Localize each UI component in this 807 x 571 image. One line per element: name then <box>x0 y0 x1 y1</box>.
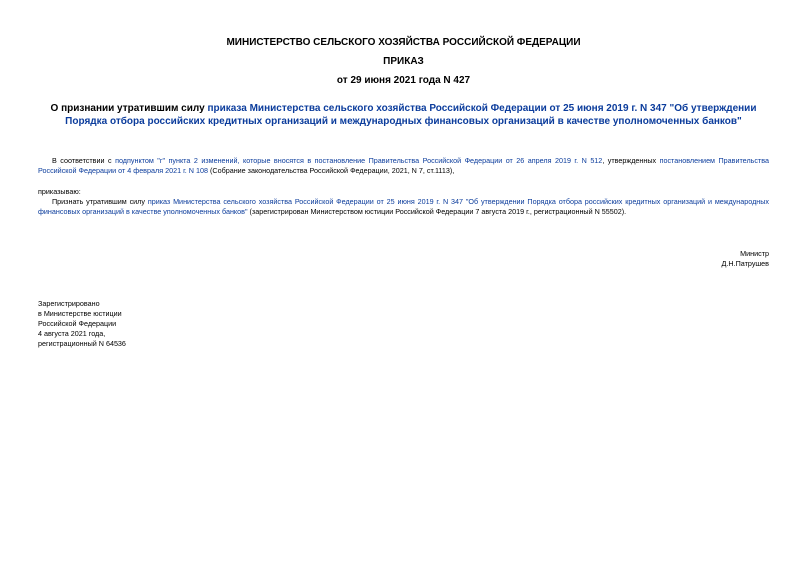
p1-text1: В соответствии с <box>52 156 116 165</box>
p3-text2: (зарегистрирован Министерством юстиции Российской Федерации 7 августа 2019 г., регистрационный N 55502). <box>247 207 627 216</box>
p3-link-order[interactable]: приказ Министерства сельского хозяйства Российской Федерации от 25 июня 2019 г. N 347 "Об утверждении Порядка отбора российских кредитных организаций и международных финансовых организаций в качестве уполномоченных банков" <box>38 197 769 216</box>
p1-text3: (Собрание законодательства Российской Федерации, 2021, N 7, ст.1113), <box>208 166 455 175</box>
paragraph-order-word: приказываю: <box>38 187 81 196</box>
signature-position: Министр <box>740 249 769 258</box>
registration-block <box>38 299 126 349</box>
p1-link-subparagraph[interactable]: подпунктом "г" пункта 2 изменений, которые вносятся в постановление Правительства Российской Федерации от 26 апреля 2019 г. N 512 <box>115 156 603 165</box>
ministry-heading: МИНИСТЕРСТВО СЕЛЬСКОГО ХОЗЯЙСТВА РОССИЙСКОЙ ФЕДЕРАЦИИ <box>226 37 581 48</box>
title-link[interactable]: приказа Министерства сельского хозяйства Российской Федерации от 25 июня 2019 г. N 347 "Об утверждении Порядка отбора российских кредитных организаций и международных финансовых организаций в качестве уполномоченных банков" <box>65 103 757 127</box>
document-type: ПРИКАЗ <box>383 56 424 67</box>
registration-line: Российской Федерации <box>38 319 117 328</box>
p3-text1: Признать утратившим силу <box>52 197 148 206</box>
paragraph-decision <box>38 197 769 217</box>
registration-line: в Министерстве юстиции <box>38 309 122 318</box>
registration-line: Зарегистрировано <box>38 299 100 308</box>
paragraph-basis <box>38 156 769 176</box>
document-title <box>40 102 767 128</box>
p1-link-resolution[interactable]: постановлением Правительства Российской Федерации от 4 февраля 2021 г. N 108 <box>38 156 769 175</box>
registration-line: регистрационный N 64536 <box>38 339 126 348</box>
registration-line: 4 августа 2021 года, <box>38 329 106 338</box>
title-prefix: О признании утратившим силу <box>50 103 208 114</box>
signature-block <box>722 249 769 269</box>
p1-text2: , утвержденных <box>602 156 660 165</box>
document-date-number: от 29 июня 2021 года N 427 <box>336 75 471 86</box>
signature-name: Д.Н.Патрушев <box>721 259 769 268</box>
